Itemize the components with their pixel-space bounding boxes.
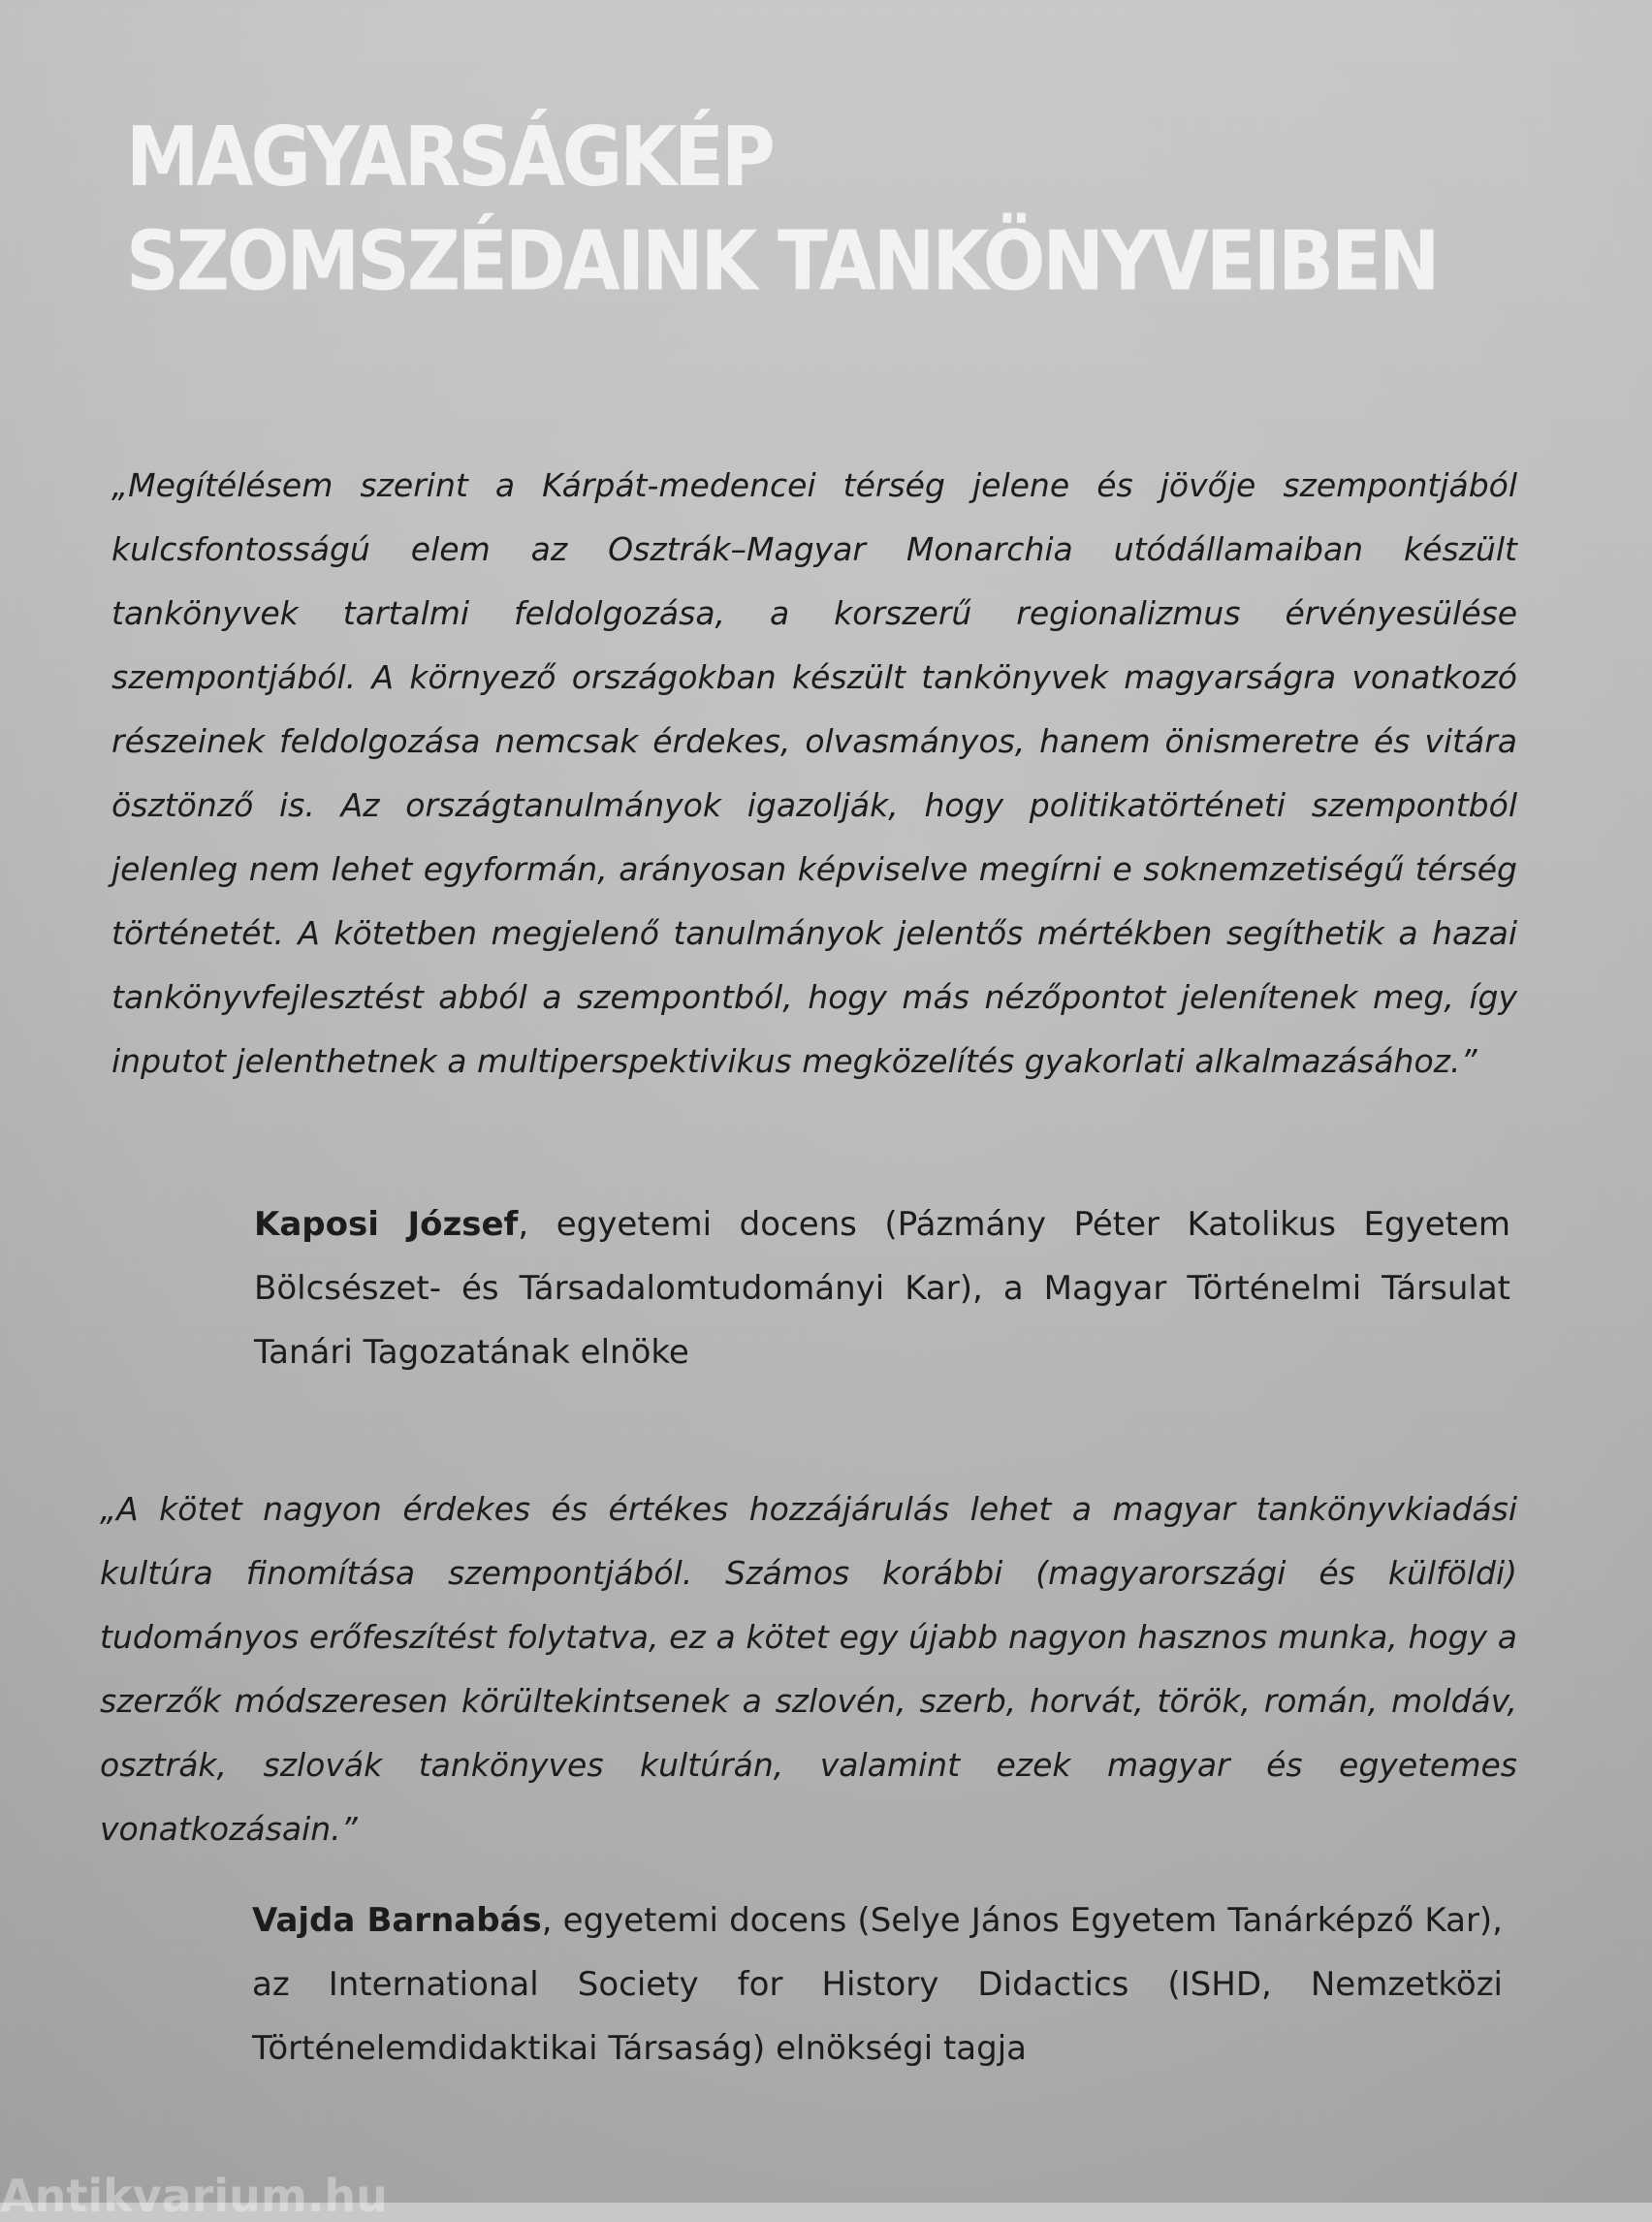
book-title-line-1: MAGYARSÁGKÉP xyxy=(126,108,773,206)
blurb-attribution-1 xyxy=(254,1192,1510,1384)
blurb-author-1: Kaposi József xyxy=(254,1205,519,1244)
blurb-author-2: Vajda Barnabás xyxy=(252,1901,542,1940)
blurb-attribution-2 xyxy=(252,1889,1503,2080)
blurb-affiliation-2: , egyetemi docens (Selye János Egyetem Tanárképző Kar), az International Society for History Didactics (ISHD, Nemzetközi Történelemdidaktikai Társaság) elnökségi tagja xyxy=(252,1901,1503,2068)
book-title-line-2: SZOMSZÉDAINK TANKÖNYVEIBEN xyxy=(126,211,1438,309)
book-title xyxy=(126,105,1438,313)
blurb-affiliation-1: , egyetemi docens (Pázmány Péter Katolikus Egyetem Bölcsészet- és Társadalomtudományi Kar), a Magyar Történelmi Társulat Tanári Tagozatának elnöke xyxy=(254,1205,1511,1372)
watermark: Antikvarium.hu xyxy=(0,2170,388,2222)
blurb-quote-2: „A kötet nagyon érdekes és értékes hozzájárulás lehet a magyar tankönyvkiadási kultúra finomítása szempontjából. Számos korábbi (magyarországi és külföldi) tudományos erőfeszítést folytatva, ez a kötet egy újabb nagyon hasznos munka, hogy a szerzők módszeresen körültekintsenek a szlovén, szerb, horvát, török, román, moldáv, osztrák, szlovák tankönyves kultúrán, valamint ezek magyar és egyetemes vonatkozásain.” xyxy=(100,1490,1517,1848)
blurb-quote-1: „Megítélésem szerint a Kárpát-medencei térség jelene és jövője szempontjából kulcsfontosságú elem az Osztrák–Magyar Monarchia utódállamaiban készült tankönyvek tartalmi feldolgozása, a korszerű regionalizmus érvényesülése szempontjából. A környező országokban készült tankönyvek magyarságra vonatkozó részeinek feldolgozása nemcsak érdekes, olvasmányos, hanem önismeretre és vitára ösztönző is. Az országtanulmányok igazolják, hogy politikatörténeti szempontból jelenleg nem lehet egyformán, arányosan képviselve megírni e soknemzetiségű térség történetét. A kötetben megjelenő tanulmányok jelentős mértékben segíthetik a hazai tankönyvfejlesztést abból a szempontból, hogy más nézőpontot jelenítenek meg, így inputot jelenthetnek a multiperspektivikus megközelítés gyakorlati alkalmazásához.” xyxy=(111,466,1517,1080)
